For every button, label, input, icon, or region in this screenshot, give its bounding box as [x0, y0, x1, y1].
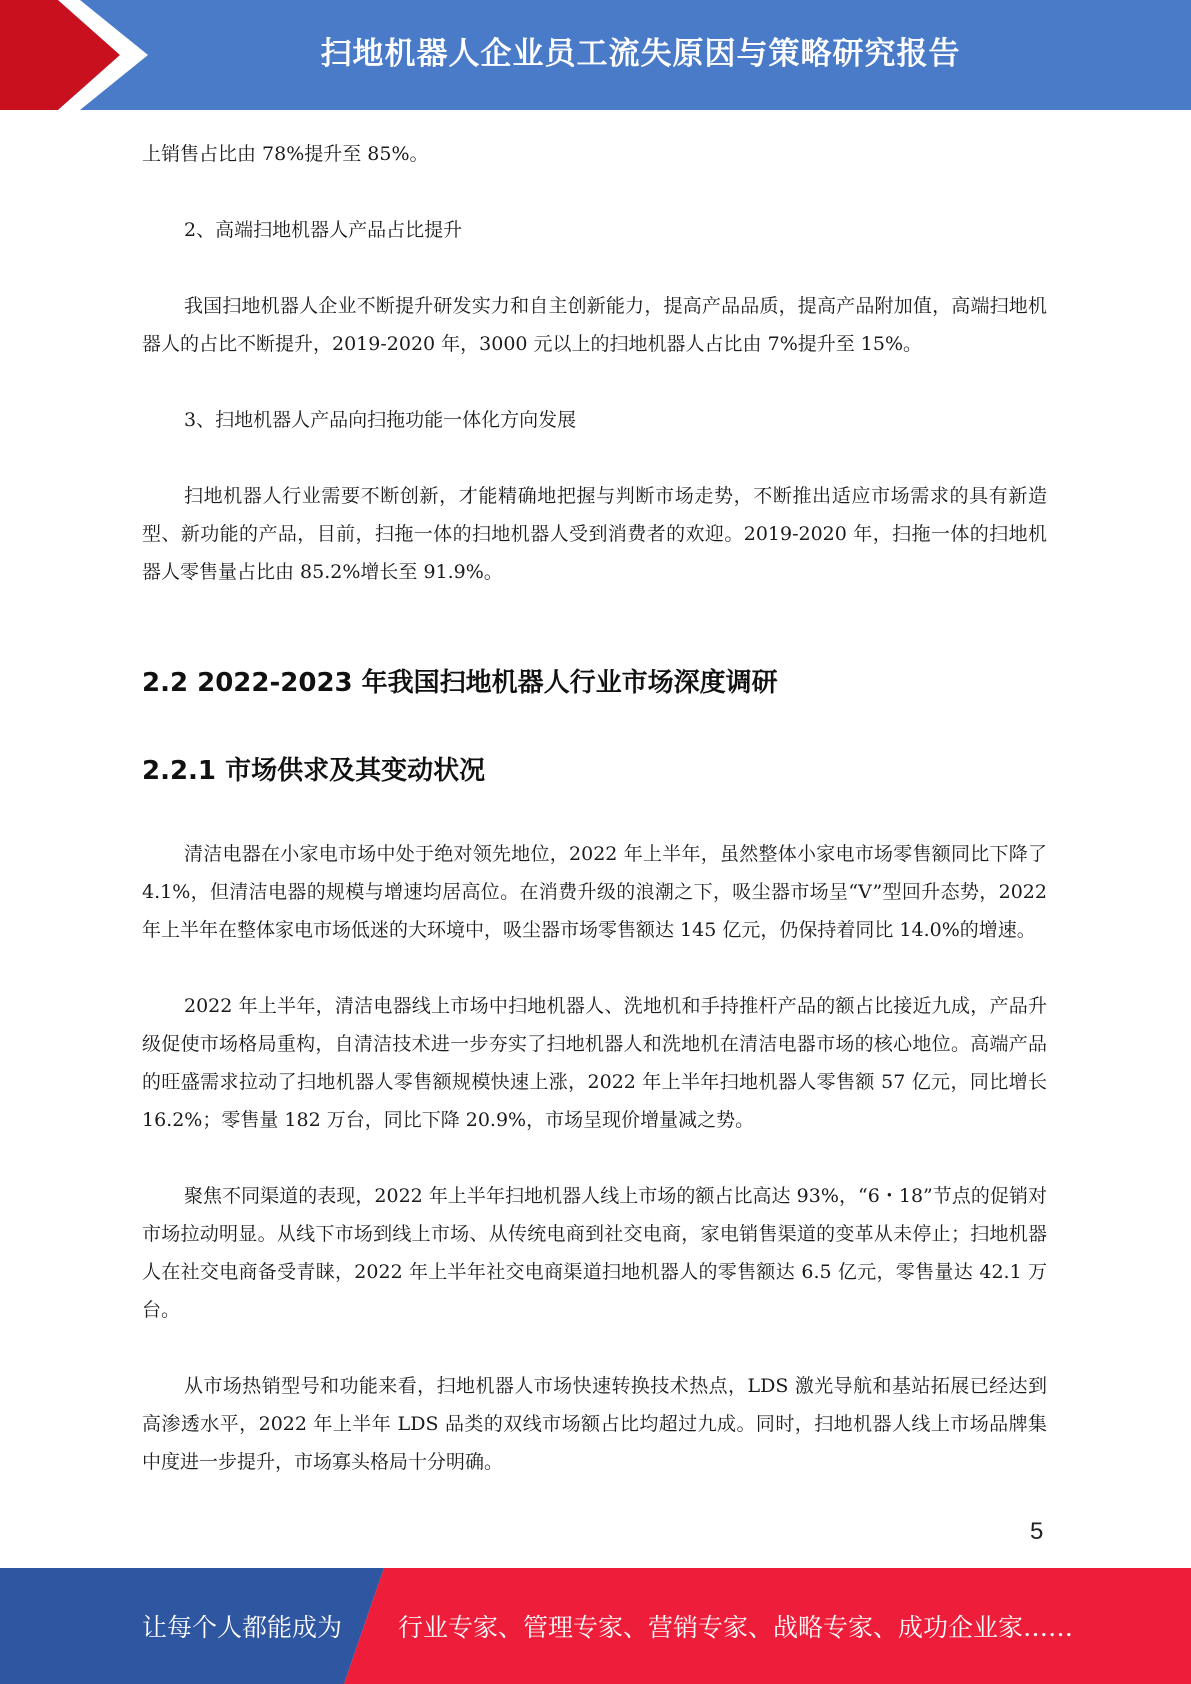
section-heading-2-2-1: 2.2.1 市场供求及其变动状况 — [142, 756, 486, 786]
list-item-title-3: 3、扫地机器人产品向扫拖功能一体化方向发展 — [184, 409, 577, 431]
paragraph-hot-models: 从市场热销型号和功能来看，扫地机器人市场快速转换技术热点，LDS 激光导航和基站拓展已经达到高渗透水平，2022 年上半年 LDS 品类的双线市场额占比均超过九成。同时，扫地机器人线上市场品牌集中度进一步提升，市场寡头格局十分明确。 — [142, 1375, 1047, 1473]
paragraph-continuation: 上销售占比由 78%提升至 85%。 — [142, 143, 429, 165]
header-bar — [0, 0, 1191, 110]
paragraph-cleaning-market: 清洁电器在小家电市场中处于绝对领先地位，2022 年上半年，虽然整体小家电市场零售额同比下降了 4.1%，但清洁电器的规模与增速均居高位。在消费升级的浪潮之下，吸尘器市场呈“V”型回升态势，2022 年上半年在整体家电市场低迷的大环境中，吸尘器市场零售额达 145 亿元，仍保持着同比 14.0%的增速。 — [142, 843, 1047, 941]
section-heading-2-2: 2.2 2022-2023 年我国扫地机器人行业市场深度调研 — [142, 668, 778, 698]
footer-slogan-left: 让每个人都能成为 — [142, 1613, 343, 1642]
paragraph-channels: 聚焦不同渠道的表现，2022 年上半年扫地机器人线上市场的额占比高达 93%，“6・18”节点的促销对市场拉动明显。从线下市场到线上市场、从传统电商到社交电商，家电销售渠道的变革从未停止；扫地机器人在社交电商备受青睐，2022 年上半年社交电商渠道扫地机器人的零售额达 6.5 亿元，零售量达 42.1 万台。 — [142, 1185, 1047, 1321]
paragraph-online-share: 2022 年上半年，清洁电器线上市场中扫地机器人、洗地机和手持推杆产品的额占比接近九成，产品升级促使市场格局重构，自清洁技术进一步夯实了扫地机器人和洗地机在清洁电器市场的核心地位。高端产品的旺盛需求拉动了扫地机器人零售额规模快速上涨，2022 年上半年扫地机器人零售额 57 亿元，同比增长 16.2%；零售量 182 万台，同比下降 20.9%，市场呈现价增量减之势。 — [142, 995, 1047, 1131]
paragraph-item-2: 我国扫地机器人企业不断提升研发实力和自主创新能力，提高产品品质，提高产品附加值，高端扫地机器人的占比不断提升，2019-2020 年，3000 元以上的扫地机器人占比由 7%提升至 15%。 — [142, 295, 1047, 355]
footer-slogan-right: 行业专家、管理专家、营销专家、战略专家、成功企业家…… — [398, 1613, 1074, 1642]
list-item-title-2: 2、高端扫地机器人产品占比提升 — [184, 219, 463, 241]
report-title: 扫地机器人企业员工流失原因与策略研究报告 — [320, 35, 961, 72]
header-chevron-decoration — [0, 0, 150, 110]
page-number: 5 — [1030, 1518, 1044, 1545]
footer-banner — [0, 1568, 1191, 1684]
page-content — [142, 135, 1047, 1481]
paragraph-item-3: 扫地机器人行业需要不断创新，才能精确地把握与判断市场走势，不断推出适应市场需求的具有新造型、新功能的产品，目前，扫拖一体的扫地机器人受到消费者的欢迎。2019-2020 年，扫拖一体的扫地机器人零售量占比由 85.2%增长至 91.9%。 — [142, 485, 1047, 583]
